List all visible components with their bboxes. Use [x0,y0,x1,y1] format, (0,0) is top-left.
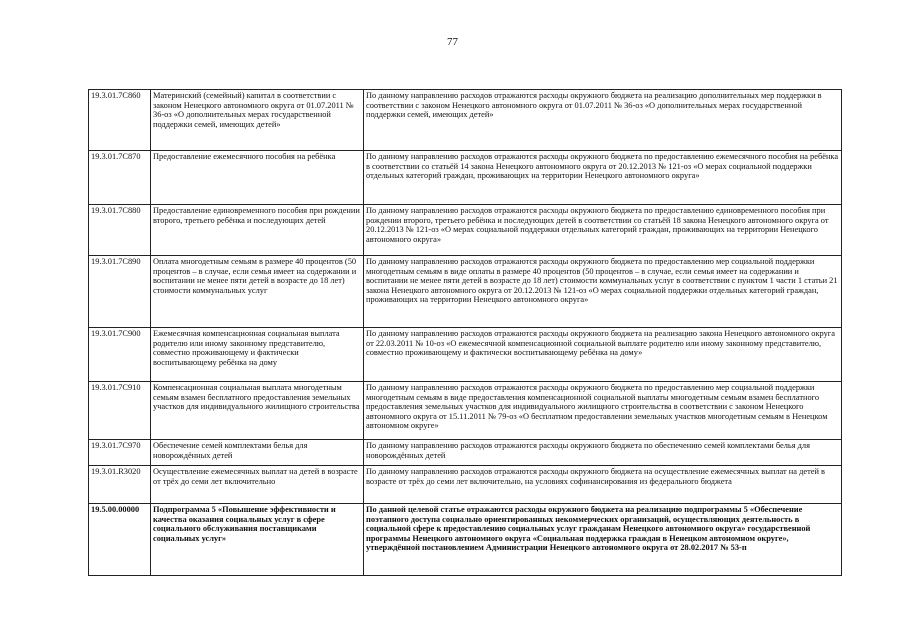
table-row [89,466,842,504]
row-name: Компенсационная социальная выплата многодетным семьям взамен бесплатного предоставления земельных участков для индивидуального жилищного строительства [151,382,364,440]
row-name: Обеспечение семей комплектами белья для новорождённых детей [151,440,364,466]
row-description: По данному направлению расходов отражаются расходы окружного бюджета по обеспечению семей комплектами белья для новорождённых детей [364,440,842,466]
row-description: По данному направлению расходов отражаются расходы окружного бюджета по предоставлению мер социальной поддержки многодетным семьям в виде оплаты в размере 40 процентов (50 процентов – в случае, если семья имеет на содержании и воспитании не менее пяти детей в возрасте до 18 лет) стоимости коммунальных услуг в соответствии с пунктом 1 части 1 статьи 21 закона Ненецкого автономного округа от 20.12.2013 № 121-оз «О мерах социальной поддержки отдельных категорий граждан, проживающих на территории Ненецкого автономного округа» [364,256,842,328]
table-row-subprogram [89,504,842,576]
row-description: По данному направлению расходов отражаются расходы окружного бюджета по предоставлению мер социальной поддержки многодетным семьям в виде предоставления компенсационной социальной выплаты многодетным семьям взамен бесплатного предоставления земельных участков для индивидуального жилищного строительства в соответствии с законом Ненецкого автономного округа от 15.11.2011 № 79-оз «О бесплатном предоставлении земельных участков многодетным семьям в Ненецком автономном округе» [364,382,842,440]
page-number: 77 [447,36,458,48]
row-name: Осуществление ежемесячных выплат на детей в возрасте от трёх до семи лет включительно [151,466,364,504]
row-code: 19.3.01.7C870 [89,151,151,205]
row-name: Материнский (семейный) капитал в соответствии с законом Ненецкого автономного округа от 01.07.2011 № 36-оз «О дополнительных мерах государственной поддержки семей, имеющих детей» [151,90,364,151]
row-code: 19.3.01.7C880 [89,205,151,256]
row-description: По данной целевой статье отражаются расходы окружного бюджета на реализацию подпрограммы 5 «Обеспечение поэтапного доступа социально ориентированных некоммерческих организаций, осуществляющих деятельность в социальной сфере к предоставлению социальных услуг гражданам Ненецкого автономного округа» государственной программы Ненецкого автономного округа «Социальная поддержка граждан в Ненецком автономном округе», утверждённой постановлением Администрации Ненецкого автономного округа от 28.02.2017 № 53-п [364,504,842,576]
row-code: 19.3.01.R3020 [89,466,151,504]
row-description: По данному направлению расходов отражаются расходы окружного бюджета на реализацию дополнительных мер поддержки в соответствии с законом Ненецкого автономного округа от 01.07.2011 № 36-оз «О дополнительных мерах государственной поддержки семей, имеющих детей» [364,90,842,151]
row-code: 19.5.00.00000 [89,504,151,576]
row-name: Ежемесячная компенсационная социальная выплата родителю или иному законному представителю, совместно проживающему и фактически воспитывающему ребёнка на дому [151,328,364,382]
row-code: 19.3.01.7C910 [89,382,151,440]
table-row [89,256,842,328]
row-code: 19.3.01.7C900 [89,328,151,382]
row-name: Подпрограмма 5 «Повышение эффективности и качества оказания социальных услуг в сфере социального обслуживания поставщиками социальных услуг» [151,504,364,576]
row-name: Предоставление единовременного пособия при рождении второго, третьего ребёнка и последующих детей [151,205,364,256]
table-row [89,440,842,466]
table-row [89,328,842,382]
row-name: Предоставление ежемесячного пособия на ребёнка [151,151,364,205]
table-row [89,90,842,151]
row-code: 19.3.01.7C890 [89,256,151,328]
table-row [89,205,842,256]
table-row [89,151,842,205]
row-description: По данному направлению расходов отражаются расходы окружного бюджета на осуществление ежемесячных выплат на детей в возрасте от трёх до семи лет включительно, на условиях софинансирования из федерального бюджета [364,466,842,504]
row-description: По данному направлению расходов отражаются расходы окружного бюджета по предоставлению единовременного пособия при рождении второго, третьего ребёнка и последующих детей в соответствии со статьёй 18 закона Ненецкого автономного округа от 20.12.2013 № 121-оз «О мерах социальной поддержки отдельных категорий граждан, проживающих на территории Ненецкого автономного округа» [364,205,842,256]
row-code: 19.3.01.7C970 [89,440,151,466]
row-code: 19.3.01.7C860 [89,90,151,151]
row-description: По данному направлению расходов отражаются расходы окружного бюджета на реализацию закона Ненецкого автономного округа от 22.03.2011 № 10-оз «О ежемесячной компенсационной социальной выплате родителю или иному законному представителю, совместно проживающему и фактически воспитывающему ребёнка на дому» [364,328,842,382]
row-description: По данному направлению расходов отражаются расходы окружного бюджета по предоставлению ежемесячного пособия на ребёнка в соответствии со статьёй 14 закона Ненецкого автономного округа от 20.12.2013 № 121-оз «О мерах социальной поддержки отдельных категорий граждан, проживающих на территории Ненецкого автономного округа» [364,151,842,205]
table-row [89,382,842,440]
budget-classification-table [88,89,842,576]
row-name: Оплата многодетным семьям в размере 40 процентов (50 процентов – в случае, если семья имеет на содержании и воспитании не менее пяти детей в возрасте до 18 лет) стоимости коммунальных услуг [151,256,364,328]
